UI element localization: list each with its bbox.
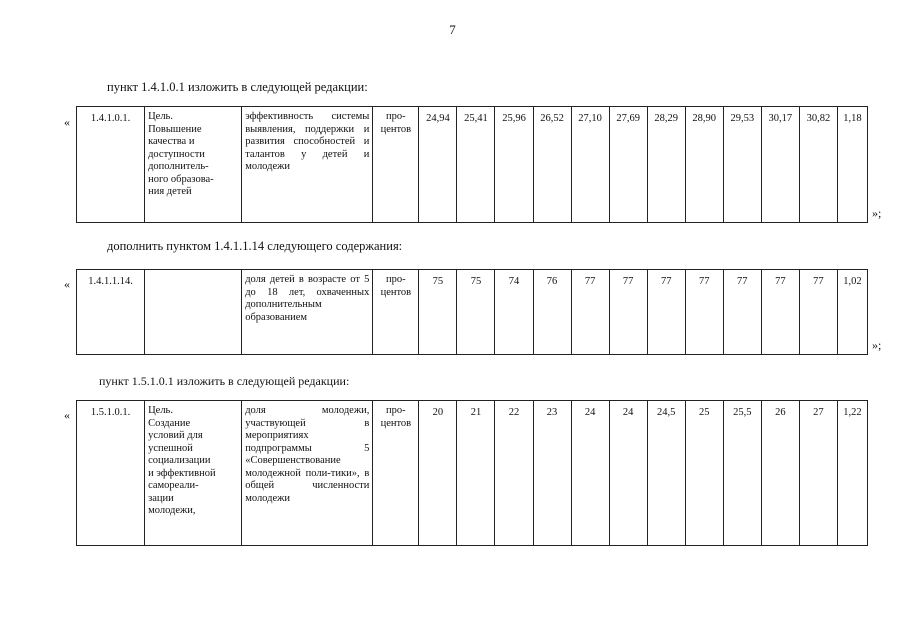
section-3-instruction: пункт 1.5.1.0.1 изложить в следующей редакции: xyxy=(99,374,350,388)
value-cell: 76 xyxy=(533,270,571,355)
row-unit: про- центов xyxy=(373,270,419,355)
value-cell: 77 xyxy=(799,270,837,355)
value-cell: 77 xyxy=(685,270,723,355)
row-indicator: доля молодежи, участвующей в мероприятиях подпрограммы 5 «Совершенствование молодежной поли-тики», в общей численности молодежи xyxy=(242,401,373,546)
value-cell: 24 xyxy=(571,401,609,546)
row-goal: Цель. Повышение качества и доступности дополнитель- ного образова- ния детей xyxy=(145,107,242,223)
section-3-table xyxy=(76,400,868,546)
value-cell: 25,5 xyxy=(723,401,761,546)
value-cell: 23 xyxy=(533,401,571,546)
row-goal xyxy=(145,270,242,355)
value-cell: 22 xyxy=(495,401,533,546)
table-row xyxy=(77,401,868,546)
value-cell: 77 xyxy=(723,270,761,355)
row-code: 1.5.1.0.1. xyxy=(77,401,145,546)
value-cell: 24 xyxy=(609,401,647,546)
value-cell: 27 xyxy=(799,401,837,546)
value-cell: 27,69 xyxy=(609,107,647,223)
value-cell: 25,41 xyxy=(457,107,495,223)
value-cell: 26 xyxy=(761,401,799,546)
section-3-open-quote: « xyxy=(64,408,70,422)
table-row xyxy=(77,270,868,355)
value-cell: 75 xyxy=(419,270,457,355)
section-1-close-quote: »; xyxy=(872,206,882,220)
value-cell: 27,10 xyxy=(571,107,609,223)
value-cell: 1,22 xyxy=(837,401,867,546)
row-unit: про- центов xyxy=(373,401,419,546)
value-cell: 30,82 xyxy=(799,107,837,223)
row-goal: Цель. Создание условий для успешной социализации и эффективной самореали- зации молодежи, xyxy=(145,401,242,546)
page-number: 7 xyxy=(449,22,456,37)
value-cell: 77 xyxy=(609,270,647,355)
row-code: 1.4.1.0.1. xyxy=(77,107,145,223)
value-cell: 28,29 xyxy=(647,107,685,223)
value-cell: 1,02 xyxy=(837,270,867,355)
value-cell: 29,53 xyxy=(723,107,761,223)
table-row xyxy=(77,107,868,223)
section-2-close-quote: »; xyxy=(872,338,882,352)
value-cell: 28,90 xyxy=(685,107,723,223)
row-indicator: эффективность системы выявления, поддержки и развития способностей и талантов у детей и молодежи xyxy=(242,107,373,223)
value-cell: 1,18 xyxy=(837,107,867,223)
value-cell: 77 xyxy=(647,270,685,355)
value-cell: 20 xyxy=(419,401,457,546)
value-cell: 24,5 xyxy=(647,401,685,546)
value-cell: 77 xyxy=(761,270,799,355)
value-cell: 77 xyxy=(571,270,609,355)
section-1-open-quote: « xyxy=(64,115,70,129)
row-code: 1.4.1.1.14. xyxy=(77,270,145,355)
section-2-table xyxy=(76,269,868,355)
section-2-open-quote: « xyxy=(64,277,70,291)
value-cell: 30,17 xyxy=(761,107,799,223)
value-cell: 75 xyxy=(457,270,495,355)
value-cell: 25 xyxy=(685,401,723,546)
section-1-table xyxy=(76,106,868,223)
value-cell: 24,94 xyxy=(419,107,457,223)
row-unit: про- центов xyxy=(373,107,419,223)
value-cell: 25,96 xyxy=(495,107,533,223)
value-cell: 74 xyxy=(495,270,533,355)
value-cell: 26,52 xyxy=(533,107,571,223)
row-indicator: доля детей в возрасте от 5 до 18 лет, охваченных дополнительным образованием xyxy=(242,270,373,355)
value-cell: 21 xyxy=(457,401,495,546)
section-1-instruction: пункт 1.4.1.0.1 изложить в следующей редакции: xyxy=(107,80,368,94)
section-2-instruction: дополнить пунктом 1.4.1.1.14 следующего содержания: xyxy=(107,239,403,253)
